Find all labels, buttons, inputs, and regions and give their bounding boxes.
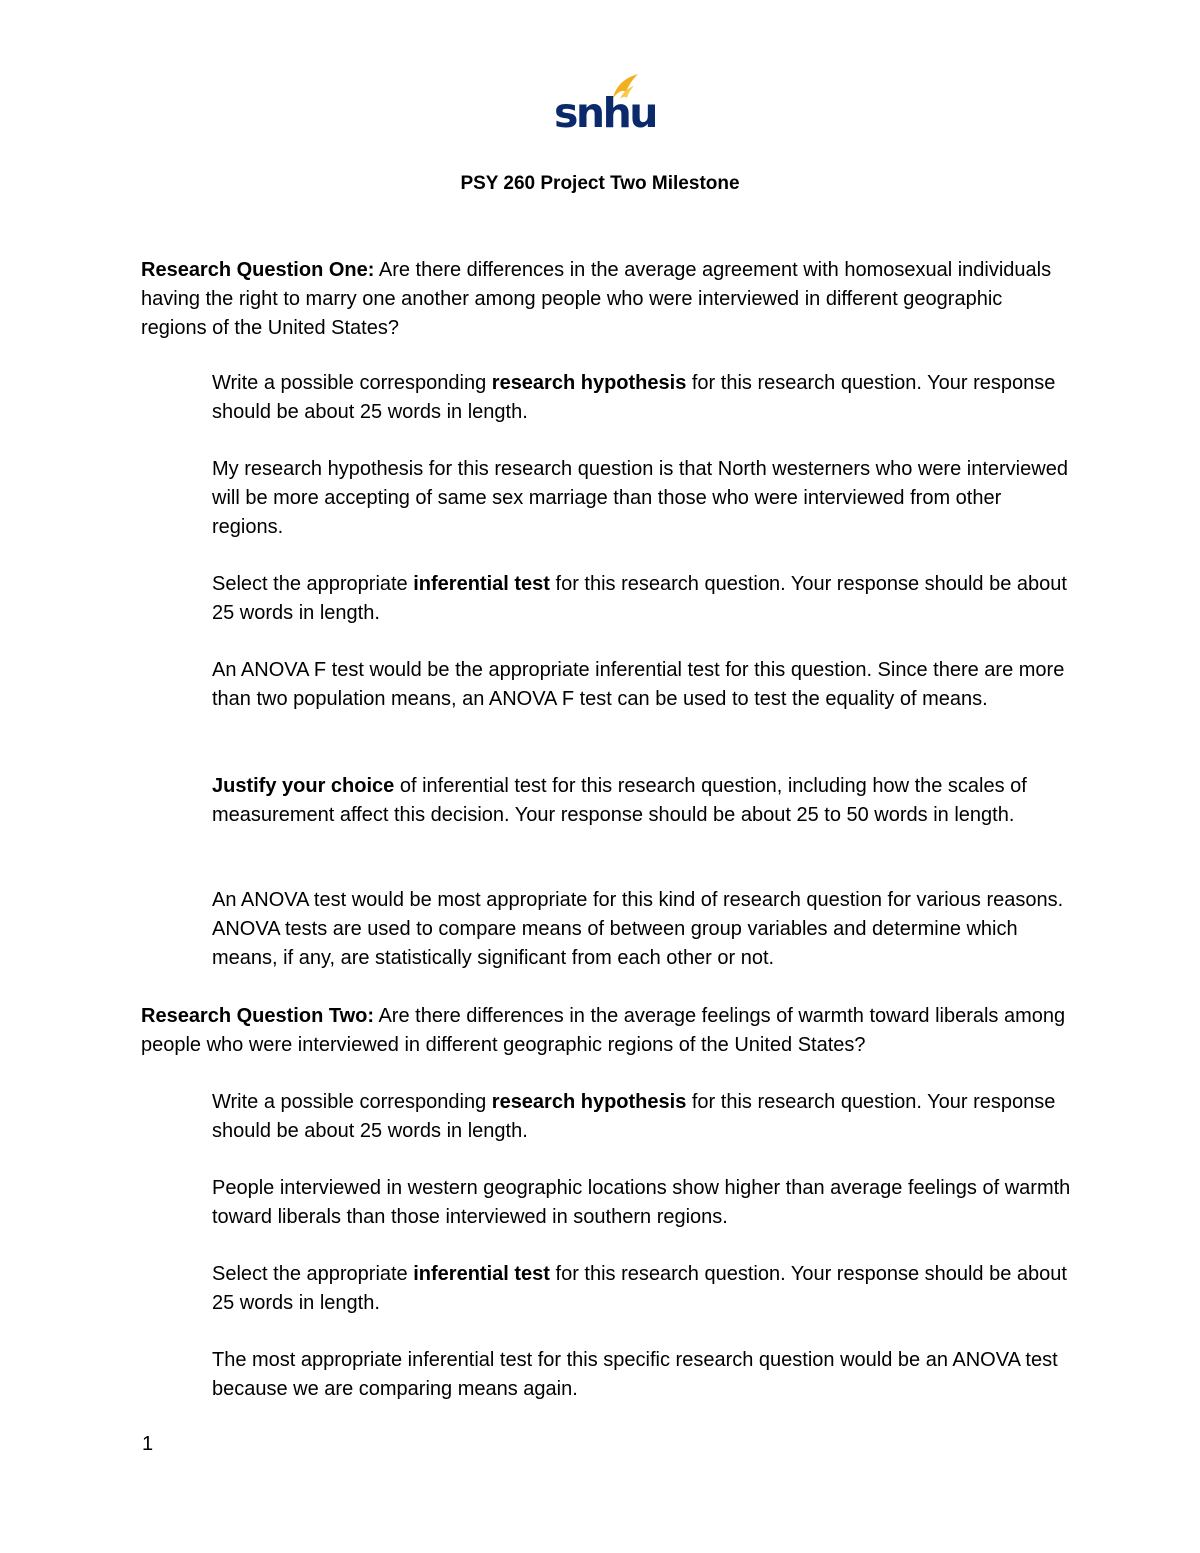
research-question-two [141,1002,1071,1060]
answer-hypothesis: People interviewed in western geographic locations show higher than average feelings of warmth toward liberals than those interviewed in southern regions. [212,1177,1071,1228]
question-label: Research Question Two: [141,1005,375,1027]
prompt-text: Write a possible corresponding [212,372,492,394]
logo-wordmark: snhu [554,89,656,137]
prompt-text: Select the appropriate [212,573,414,595]
prompt-bold: Justify your choice [212,775,395,797]
question-text: Are there differences in the average feelings of warmth toward liberals among people who were interviewed in different geographic regions of the United States? [141,1005,1066,1056]
prompt-text: of inferential test for this research question, including how the scales of measurement affect this decision. Your response should be about 25 to 50 words in length. [212,775,1027,826]
prompt-inferential-test [212,570,1072,628]
prompt-hypothesis [212,1088,1072,1146]
prompt-bold: research hypothesis [491,372,687,394]
prompt-text: for this research question. Your response should be about 25 words in length. [212,573,1067,624]
prompt-text: for this research question. Your response should be about 25 words in length. [212,1091,1056,1142]
prompt-text: for this research question. Your response should be about 25 words in length. [212,372,1056,423]
prompt-inferential-test [212,1260,1072,1318]
prompt-hypothesis [212,369,1072,427]
prompt-bold: inferential test [413,573,550,595]
snhu-logo [554,72,656,137]
page-number: 1 [142,1433,154,1455]
question-text: Are there differences in the average agreement with homosexual individuals having the right to marry one another among people who were interviewed in different geographic regions of the United States? [141,259,1052,339]
document-title: PSY 260 Project Two Milestone [460,173,740,194]
prompt-bold: inferential test [413,1263,550,1285]
prompt-text: for this research question. Your response should be about 25 words in length. [212,1263,1067,1314]
answer-hypothesis: My research hypothesis for this research question is that North westerners who were interviewed will be more accepting of same sex marriage than those who were interviewed from other regions. [212,458,1068,538]
answer-inferential-test: An ANOVA F test would be the appropriate inferential test for this question. Since there are more than two population means, an ANOVA F test can be used to test the equality of means. [212,659,1065,710]
prompt-text: Select the appropriate [212,1263,414,1285]
research-question-one [141,256,1071,343]
prompt-justify-choice [212,772,1072,830]
answer-justify-choice: An ANOVA test would be most appropriate for this kind of research question for various reasons. ANOVA tests are used to compare means of between group variables and determine which means, if any, are statistically significant from each other or not. [212,889,1064,969]
prompt-text: Write a possible corresponding [212,1091,492,1113]
question-label: Research Question One: [141,259,375,281]
answer-inferential-test: The most appropriate inferential test for this specific research question would be an ANOVA test because we are comparing means again. [212,1349,1058,1400]
prompt-bold: research hypothesis [491,1091,687,1113]
